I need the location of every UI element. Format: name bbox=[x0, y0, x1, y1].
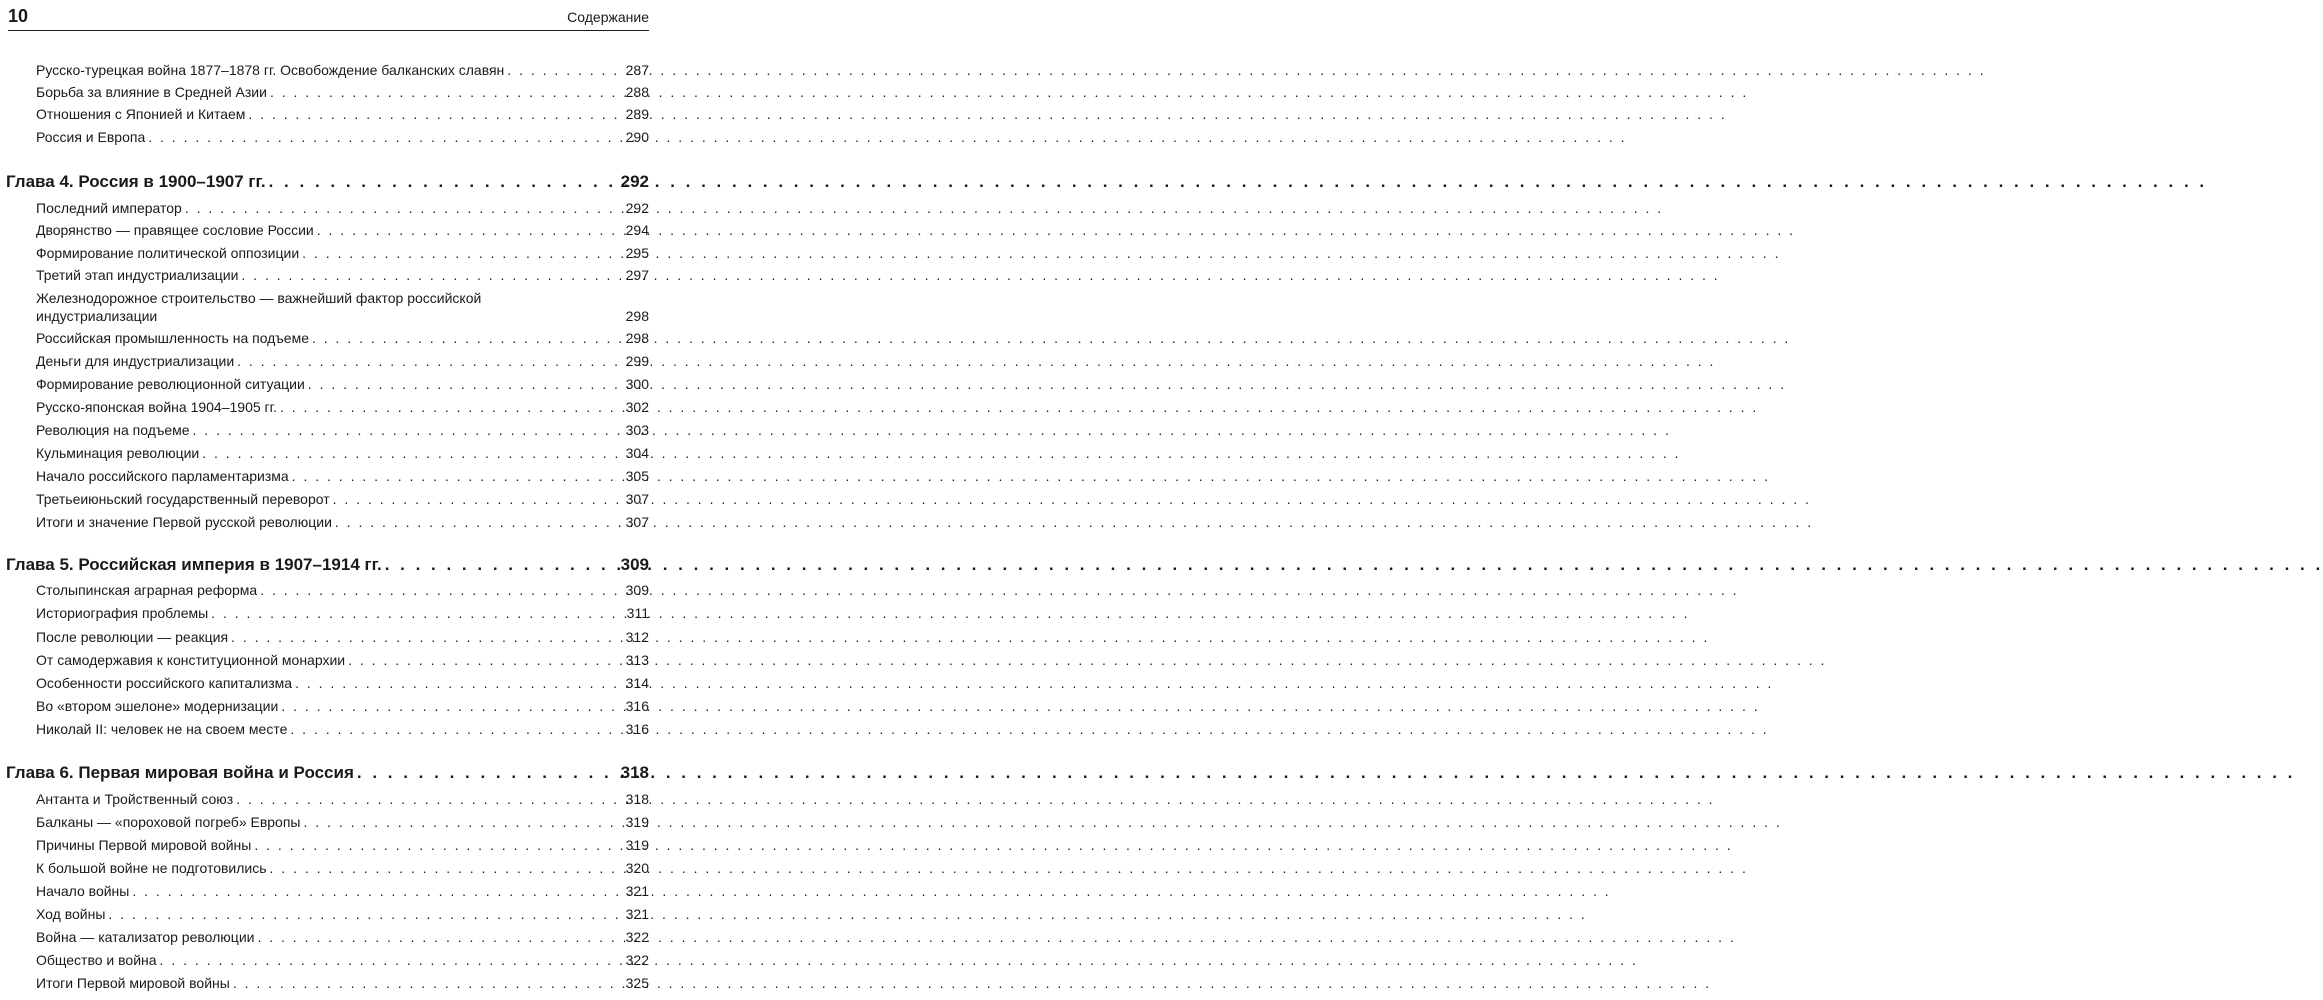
toc-entry-title: Русско-турецкая война 1877–1878 гг. Освобождение балканских славян bbox=[36, 62, 505, 78]
chapter-title: Глава 6. Первая мировая война и Россия bbox=[6, 763, 354, 782]
toc-entry-title: Столыпинская аграрная реформа bbox=[36, 582, 258, 598]
toc-entry-page: 298 bbox=[625, 308, 649, 324]
toc-entry-page: 316 bbox=[625, 698, 649, 714]
toc-entry-page: 325 bbox=[625, 975, 649, 991]
toc-entry-title: Дворянство — правящее сословие России bbox=[36, 222, 314, 238]
toc-entry-page: 292 bbox=[625, 200, 649, 216]
toc-entry[interactable] bbox=[36, 789, 649, 809]
toc-entry-title: Россия и Европа bbox=[36, 129, 146, 145]
toc-entry[interactable] bbox=[36, 696, 649, 716]
dot-leader bbox=[241, 265, 622, 285]
toc-entry-title: Третий этап индустриализации bbox=[36, 267, 239, 283]
book-page bbox=[0, 0, 657, 1000]
toc-entry-page: 313 bbox=[625, 652, 649, 668]
toc-entry-page: 288 bbox=[625, 84, 649, 100]
toc-entry-page: 307 bbox=[625, 514, 649, 530]
dot-leader bbox=[295, 673, 623, 693]
toc-entry-title: Антанта и Тройственный союз bbox=[36, 791, 234, 807]
toc-entry-page: 298 bbox=[625, 330, 649, 346]
toc-entry-title: Отношения с Японией и Китаем bbox=[36, 106, 246, 122]
toc-entry-title-line1: Железнодорожное строительство — важнейший фактор российской bbox=[36, 290, 482, 306]
dot-leader bbox=[292, 466, 623, 486]
dot-leader bbox=[281, 696, 622, 716]
chapter-page: 309 bbox=[620, 555, 649, 574]
toc-entry-page: 318 bbox=[625, 791, 649, 807]
toc-entry-title: Особенности российского капитализма bbox=[36, 675, 293, 691]
toc-entry-page: 312 bbox=[625, 629, 649, 645]
dot-leader bbox=[385, 553, 618, 577]
toc-entry-title: Последний император bbox=[36, 200, 182, 216]
toc-entry-title: Деньги для индустриализации bbox=[36, 353, 235, 369]
toc-entry[interactable] bbox=[36, 812, 649, 832]
toc-entry[interactable] bbox=[36, 603, 649, 623]
dot-leader bbox=[348, 650, 623, 670]
toc-entry-title: После революции — реакция bbox=[36, 629, 229, 645]
toc-entry[interactable] bbox=[36, 719, 649, 739]
dot-leader bbox=[269, 170, 618, 194]
toc-entry[interactable] bbox=[36, 858, 649, 878]
toc-entry-page: 319 bbox=[625, 814, 649, 830]
dot-leader bbox=[270, 858, 623, 878]
toc-entry[interactable] bbox=[36, 127, 649, 147]
toc-entry[interactable] bbox=[36, 466, 649, 486]
page-header bbox=[8, 4, 649, 31]
toc-entry[interactable] bbox=[36, 351, 649, 371]
page-number: 10 bbox=[8, 6, 29, 26]
toc-entry-title: Формирование революционной ситуации bbox=[36, 376, 305, 392]
dot-leader bbox=[254, 835, 622, 855]
chapter-page: 318 bbox=[620, 763, 649, 782]
toc-entry-title: Третьеиюньский государственный переворот bbox=[36, 491, 330, 507]
dot-leader bbox=[148, 127, 622, 147]
dot-leader bbox=[303, 812, 622, 832]
toc-entry-title-line2: индустриализации bbox=[36, 308, 158, 324]
dot-leader bbox=[317, 220, 623, 240]
dot-leader bbox=[233, 973, 623, 993]
toc-entry-title: Война — катализатор революции bbox=[36, 929, 255, 945]
toc-entry-page: 297 bbox=[625, 267, 649, 283]
chapter-page: 292 bbox=[620, 172, 649, 191]
toc-entry[interactable] bbox=[36, 443, 649, 463]
toc-entry-page: 322 bbox=[625, 952, 649, 968]
dot-leader bbox=[211, 603, 624, 623]
dot-leader bbox=[270, 82, 623, 102]
toc-entry-page: 295 bbox=[625, 245, 649, 261]
toc-entry-page: 287 bbox=[625, 62, 649, 78]
dot-leader bbox=[202, 443, 622, 463]
toc-entry-page: 321 bbox=[625, 883, 649, 899]
toc-entry[interactable] bbox=[36, 328, 649, 348]
dot-leader bbox=[335, 512, 623, 532]
dot-leader bbox=[248, 104, 622, 124]
toc-entry-page: 303 bbox=[625, 422, 649, 438]
toc-entry-title: Российская промышленность на подъеме bbox=[36, 330, 309, 346]
toc-entry-title: От самодержавия к конституционной монархии bbox=[36, 652, 346, 668]
dot-leader bbox=[308, 374, 623, 394]
chapter-title: Глава 5. Российская империя в 1907–1914 гг. bbox=[6, 555, 382, 574]
dot-leader bbox=[231, 627, 623, 647]
toc-entry-title: Ход войны bbox=[36, 906, 106, 922]
dot-leader bbox=[185, 198, 623, 218]
toc-entry-title: Николай II: человек не на своем месте bbox=[36, 721, 288, 737]
dot-leader bbox=[108, 904, 622, 924]
toc-entry-page: 316 bbox=[625, 721, 649, 737]
toc-entry[interactable] bbox=[36, 904, 649, 924]
dot-leader bbox=[280, 397, 623, 417]
toc-entry-page: 320 bbox=[625, 860, 649, 876]
toc-chapter-6[interactable] bbox=[6, 761, 649, 785]
toc-entry-page: 319 bbox=[625, 837, 649, 853]
toc-entry[interactable] bbox=[36, 397, 649, 417]
toc-entry-page: 299 bbox=[625, 353, 649, 369]
toc-entry-title: Революция на подъеме bbox=[36, 422, 190, 438]
toc-entry-page: 289 bbox=[625, 106, 649, 122]
toc-entry-title: Итоги и значение Первой русской революции bbox=[36, 514, 332, 530]
toc-entry[interactable] bbox=[36, 650, 649, 670]
toc-entry-page: 302 bbox=[625, 399, 649, 415]
toc-entry[interactable] bbox=[36, 881, 649, 901]
toc-entry[interactable] bbox=[36, 265, 649, 285]
toc-entry-multiline[interactable] bbox=[36, 289, 649, 325]
toc-entry-title: Борьба за влияние в Средней Азии bbox=[36, 84, 267, 100]
toc-entry[interactable] bbox=[36, 220, 649, 240]
toc-entry-title: К большой войне не подготовились bbox=[36, 860, 267, 876]
toc-entry-page: 294 bbox=[625, 222, 649, 238]
toc-entry[interactable] bbox=[36, 489, 649, 509]
toc-entry-page: 300 bbox=[625, 376, 649, 392]
dot-leader bbox=[333, 489, 623, 509]
toc-entry-title: Итоги Первой мировой войны bbox=[36, 975, 230, 991]
toc-entry[interactable] bbox=[36, 580, 649, 600]
dot-leader bbox=[193, 420, 623, 440]
dot-leader bbox=[357, 761, 618, 785]
dot-leader bbox=[132, 881, 622, 901]
toc-entry[interactable] bbox=[36, 198, 649, 218]
dot-leader bbox=[160, 950, 623, 970]
dot-leader bbox=[257, 927, 622, 947]
toc-entry-page: 290 bbox=[625, 129, 649, 145]
toc-entry[interactable] bbox=[36, 950, 649, 970]
toc-entry[interactable] bbox=[36, 60, 649, 80]
dot-leader bbox=[312, 328, 623, 348]
toc-entry-page: 309 bbox=[625, 582, 649, 598]
toc-entry-title: Русско-японская война 1904–1905 гг. bbox=[36, 399, 277, 415]
toc-entry-page: 314 bbox=[625, 675, 649, 691]
dot-leader bbox=[290, 719, 622, 739]
toc-entry-title: Историография проблемы bbox=[36, 605, 209, 621]
dot-leader bbox=[236, 789, 622, 809]
toc-entry[interactable] bbox=[36, 420, 649, 440]
toc-entry-title: Причины Первой мировой войны bbox=[36, 837, 252, 853]
toc-entry[interactable] bbox=[36, 673, 649, 693]
toc-entry-page: 304 bbox=[625, 445, 649, 461]
chapter-title: Глава 4. Россия в 1900–1907 гг. bbox=[6, 172, 266, 191]
toc-entry-page: 305 bbox=[625, 468, 649, 484]
dot-leader bbox=[302, 243, 622, 263]
toc-entry[interactable] bbox=[36, 973, 649, 993]
toc-entry[interactable] bbox=[36, 374, 649, 394]
toc-entry-page: 311 bbox=[626, 605, 649, 621]
toc-entry-title: Формирование политической оппозиции bbox=[36, 245, 300, 261]
toc-entry-title: Балканы — «пороховой погреб» Европы bbox=[36, 814, 301, 830]
toc-entry[interactable] bbox=[36, 627, 649, 647]
toc-entry-page: 307 bbox=[625, 491, 649, 507]
toc-entry[interactable] bbox=[36, 512, 649, 532]
toc-entry[interactable] bbox=[36, 243, 649, 263]
toc-entry-title: Кульминация революции bbox=[36, 445, 200, 461]
toc-entry-page: 322 bbox=[625, 929, 649, 945]
toc-chapter-4[interactable] bbox=[6, 170, 649, 194]
dot-leader bbox=[237, 351, 623, 371]
dot-leader bbox=[507, 60, 622, 80]
toc-entry-title: Во «втором эшелоне» модернизации bbox=[36, 698, 279, 714]
running-title: Содержание bbox=[567, 9, 649, 25]
toc-entry-title: Начало войны bbox=[36, 883, 130, 899]
toc-chapter-5[interactable] bbox=[6, 553, 649, 577]
toc-entry-page: 321 bbox=[625, 906, 649, 922]
toc-entry-title: Общество и война bbox=[36, 952, 157, 968]
toc-entry[interactable] bbox=[36, 835, 649, 855]
toc-entry[interactable] bbox=[36, 82, 649, 102]
toc-entry[interactable] bbox=[36, 927, 649, 947]
toc-entry-title: Начало российского парламентаризма bbox=[36, 468, 289, 484]
dot-leader bbox=[260, 580, 622, 600]
toc-entry[interactable] bbox=[36, 104, 649, 124]
